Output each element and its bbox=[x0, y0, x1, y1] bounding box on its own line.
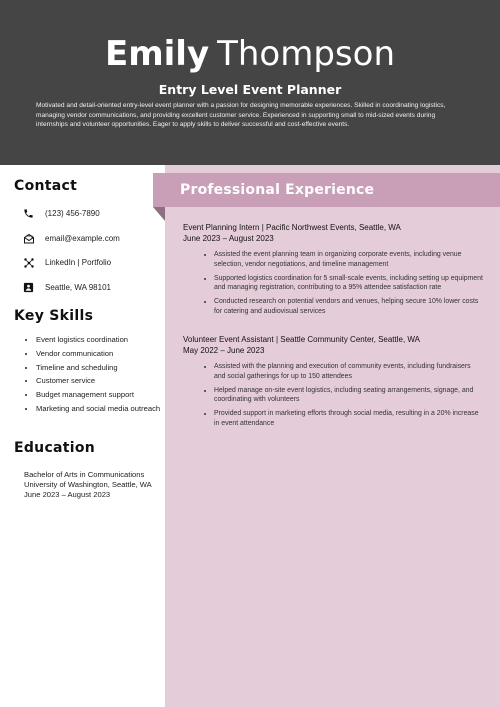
network-icon bbox=[22, 256, 35, 269]
job-bullet: • Conducted research on potential vendors and venues, helping secure 10% lower costs for catering and audiovisual services bbox=[214, 297, 483, 316]
job-bullets bbox=[183, 362, 483, 428]
job-dates: May 2022 – June 2023 bbox=[183, 346, 265, 355]
banner-fold bbox=[153, 207, 165, 221]
job-title-line: Volunteer Event Assistant | Seattle Community Center, Seattle, WA bbox=[183, 335, 421, 344]
links-text[interactable]: LinkedIn | Portfolio bbox=[45, 258, 112, 267]
job-title-line: Event Planning Intern | Pacific Northwest Events, Seattle, WA bbox=[183, 223, 401, 232]
skills-heading: Key Skills bbox=[14, 308, 94, 324]
last-name: Thompson bbox=[217, 34, 395, 74]
location-text: Seattle, WA 98101 bbox=[45, 283, 111, 292]
job-bullet: • Supported logistics coordination for 5 small-scale events, including setting up equipment and managing registration, contributing to a 95% attendee satisfaction rate bbox=[214, 274, 483, 293]
education-entry bbox=[24, 470, 152, 501]
email-text[interactable]: email@example.com bbox=[45, 234, 120, 243]
education-dates: June 2023 – August 2023 bbox=[24, 490, 111, 500]
experience-heading: Professional Experience bbox=[180, 182, 375, 198]
phone-text: (123) 456-7890 bbox=[45, 209, 100, 218]
education-heading: Education bbox=[14, 440, 96, 456]
school: University of Washington, Seattle, WA bbox=[24, 480, 152, 490]
job-bullet: • Assisted with the planning and execution of community events, including fundraisers and social gatherings for up to 150 attendees bbox=[214, 362, 483, 381]
email-icon bbox=[22, 232, 35, 245]
job-title: Entry Level Event Planner bbox=[158, 82, 342, 97]
skill-item: • Customer service bbox=[36, 376, 166, 386]
job-bullet: • Helped manage on-site event logistics, including seating arrangements, signage, and coordinating with volunteers bbox=[214, 386, 483, 405]
skill-item: • Vendor communication bbox=[36, 349, 166, 359]
job-bullet: • Provided support in marketing efforts through social media, resulting in a 20% increase in event attendance bbox=[214, 409, 483, 428]
skill-item: • Budget management support bbox=[36, 390, 166, 400]
resume-header bbox=[0, 0, 500, 165]
skill-item: • Timeline and scheduling bbox=[36, 363, 166, 373]
phone-icon bbox=[22, 207, 35, 220]
skills-list bbox=[22, 335, 166, 418]
job-entry bbox=[183, 222, 483, 321]
job-entry bbox=[183, 334, 483, 433]
job-bullets bbox=[183, 250, 483, 316]
skill-item: • Marketing and social media outreach bbox=[36, 404, 166, 414]
skill-item: • Event logistics coordination bbox=[36, 335, 166, 345]
job-dates: June 2023 – August 2023 bbox=[183, 234, 274, 243]
degree: Bachelor of Arts in Communications bbox=[24, 470, 145, 479]
job-bullet: • Assisted the event planning team in organizing corporate events, including venue selection, vendor negotiations, and timeline management bbox=[214, 250, 483, 269]
candidate-name bbox=[0, 34, 500, 74]
contact-heading: Contact bbox=[14, 178, 78, 194]
first-name: Emily bbox=[104, 34, 210, 74]
profile-summary: Motivated and detail-oriented entry-level event planner with a passion for designing memorable experiences. Skilled in coordinating logistics, managing vendor communications, and providing excellent customer service. Experienced in supporting small to mid-sized events during internships and volunteer opportunities. Eager to apply skills to deliver successful and cost-effective events. bbox=[36, 102, 446, 129]
location-icon bbox=[22, 281, 35, 294]
